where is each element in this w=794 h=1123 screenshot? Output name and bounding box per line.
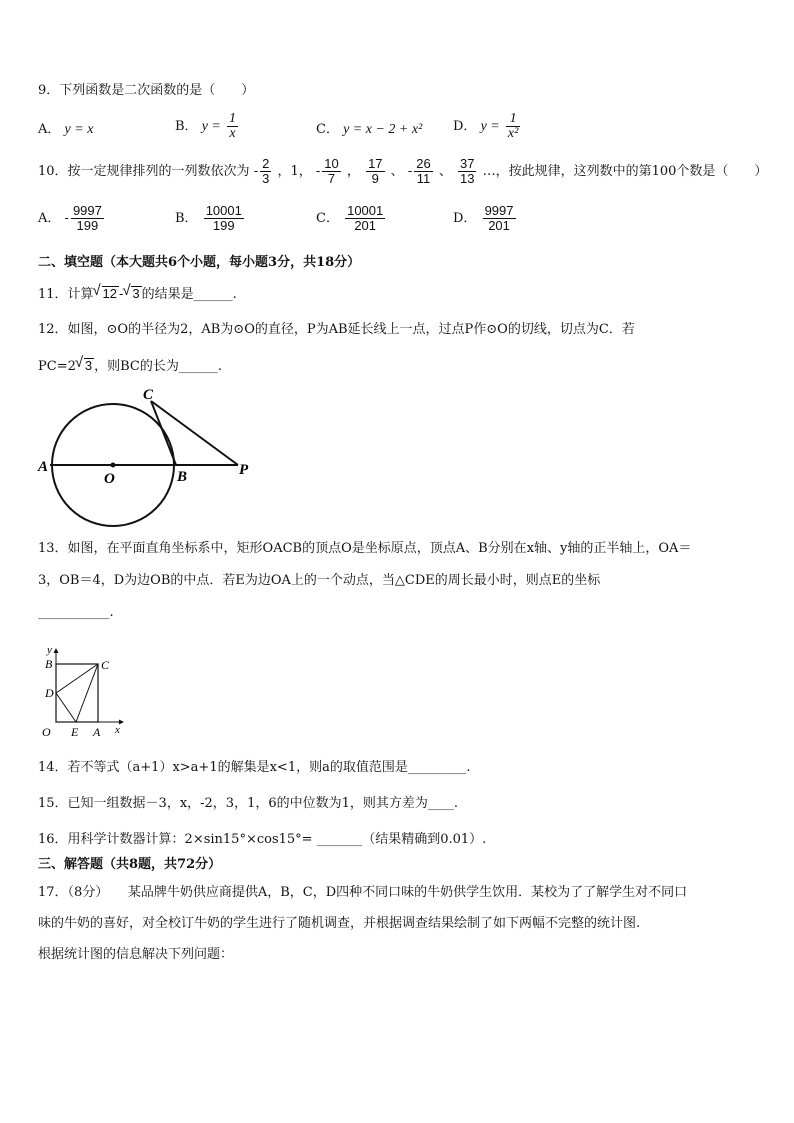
seq-sign: - bbox=[315, 164, 321, 179]
q10-option-a bbox=[38, 204, 106, 233]
q17-line-2: 味的牛奶的喜好，对全校订牛奶的学生进行了随机调查，并根据调查结果绘制了如下两幅不完整的统计图. bbox=[38, 916, 641, 931]
label-e: E bbox=[71, 725, 79, 739]
rectangle-oacb bbox=[56, 664, 98, 722]
q11-suffix: 的结果是______. bbox=[141, 287, 237, 302]
label-p: P bbox=[239, 462, 249, 478]
seq-separator: 、 bbox=[390, 164, 404, 179]
q9-option-c-label: C． bbox=[316, 122, 339, 137]
q12-suffix: ，则BC的长为______. bbox=[94, 359, 222, 374]
q10-stem-prefix: 10．按一定规律排列的一列数依次为 bbox=[38, 164, 250, 179]
q9-option-d-fraction bbox=[506, 112, 520, 141]
fraction-denominator: 11 bbox=[416, 171, 431, 186]
q12-circle-figure bbox=[30, 386, 260, 530]
label-c: C bbox=[143, 387, 154, 403]
q12-line-2 bbox=[38, 358, 222, 376]
fraction-denominator: x bbox=[229, 126, 236, 141]
fraction-numerator: 17 bbox=[368, 156, 383, 171]
q10-option-c-label: C． bbox=[316, 211, 339, 226]
q9-option-b bbox=[175, 112, 240, 141]
seq-sign: - bbox=[407, 164, 413, 179]
q13-line-2: 3，OB＝4，D为边OB的中点．若E为边OA上的一个动点，当△CDE的周长最小时，则点E的坐标 bbox=[38, 573, 601, 588]
seq-separator: ， bbox=[346, 164, 360, 179]
segment-ec bbox=[76, 664, 98, 722]
q10-option-d-label: D． bbox=[453, 211, 477, 226]
q13-line-3: ___________. bbox=[38, 605, 114, 620]
seq-fraction bbox=[260, 157, 271, 186]
q13-line-1: 13．如图，在平面直角坐标系中，矩形OACB的顶点O是坐标原点，顶点A、B分别在x轴、y轴的正半轴上，OA＝ bbox=[38, 541, 692, 556]
q14: 14．若不等式（a+1）x>a+1的解集是x<1，则a的取值范围是_________. bbox=[38, 760, 471, 775]
fraction-numerator: 10001 bbox=[205, 203, 242, 218]
fraction-denominator: 13 bbox=[460, 171, 475, 186]
q15: 15．已知一组数据－3，x，-2，3，1，6的中位数为1，则其方差为____. bbox=[38, 796, 459, 811]
q10-option-b bbox=[175, 204, 246, 233]
label-y: y bbox=[47, 644, 52, 656]
label-o: O bbox=[42, 725, 51, 739]
fraction-denominator: x² bbox=[507, 126, 519, 141]
section-3-heading: 三、解答题（共8题，共72分） bbox=[38, 857, 222, 872]
fraction-numerator: 9997 bbox=[484, 203, 514, 218]
label-x: x bbox=[115, 724, 120, 736]
seq-separator: ，1， bbox=[277, 164, 312, 179]
fraction-numerator: 1 bbox=[506, 112, 520, 127]
q9-option-a-label: A． bbox=[38, 122, 61, 137]
q10-sequence bbox=[253, 156, 483, 186]
fraction-numerator: 10 bbox=[324, 156, 339, 171]
q10-option-a-label: A． bbox=[38, 211, 61, 226]
q11-radical-2: √ 3 bbox=[131, 286, 141, 301]
seq-fraction bbox=[322, 157, 340, 186]
q9-option-b-label: B． bbox=[175, 119, 198, 134]
q9-stem: 9．下列函数是二次函数的是（ ） bbox=[38, 83, 255, 98]
label-b: B bbox=[177, 469, 188, 485]
fraction-denominator: 9 bbox=[371, 171, 379, 186]
label-d: D bbox=[45, 686, 54, 700]
center-point bbox=[111, 463, 116, 468]
q10-option-a-sign: - bbox=[64, 211, 69, 226]
q10-option-c bbox=[316, 204, 387, 233]
q13-coordinate-figure bbox=[40, 640, 140, 740]
seq-fraction bbox=[366, 157, 384, 186]
fraction-numerator: 1 bbox=[229, 111, 237, 126]
fraction-denominator: 201 bbox=[354, 218, 377, 233]
q10-option-d bbox=[453, 204, 518, 233]
q10-option-a-fraction bbox=[71, 204, 104, 233]
segment-de bbox=[56, 693, 76, 722]
q10-option-c-fraction bbox=[345, 204, 385, 233]
q9-option-b-lhs: y = bbox=[201, 119, 221, 134]
q17-line-1: 17．（8分） 某品牌牛奶供应商提供A，B，C，D四种不同口味的牛奶供学生饮用．某校为了了解学生对不同口 bbox=[38, 885, 688, 900]
q10-option-b-label: B． bbox=[175, 211, 198, 226]
q12-line-1: 12．如图，⊙O的半径为2，AB为⊙O的直径，P为AB延长线上一点，过点P作⊙O的切线，切点为C．若 bbox=[38, 322, 635, 337]
q11-prefix: 11．计算 bbox=[38, 287, 94, 302]
fraction-denominator: 3 bbox=[262, 171, 270, 186]
seq-sign: - bbox=[253, 164, 259, 179]
q9-option-a bbox=[38, 118, 93, 138]
q11 bbox=[38, 286, 237, 304]
q9-option-d bbox=[453, 112, 522, 141]
q10-option-b-fraction bbox=[204, 204, 244, 233]
q9-option-c bbox=[316, 118, 422, 138]
label-o: O bbox=[104, 471, 115, 487]
fraction-numerator: 37 bbox=[460, 156, 475, 171]
fraction-denominator: 199 bbox=[212, 218, 235, 233]
section-2-heading: 二、填空题（本大题共6个小题，每小题3分，共18分） bbox=[38, 255, 361, 270]
label-a: A bbox=[93, 725, 101, 739]
fraction-denominator: 199 bbox=[76, 218, 99, 233]
seq-separator: 、 bbox=[438, 164, 452, 179]
q9-option-c-expr: y = x − 2 + x² bbox=[343, 122, 423, 137]
q10-stem bbox=[38, 156, 767, 188]
y-axis-arrow bbox=[54, 648, 59, 653]
fraction-numerator: 26 bbox=[416, 156, 431, 171]
fraction-denominator: 201 bbox=[488, 218, 510, 233]
label-b: B bbox=[45, 657, 53, 671]
fraction-denominator: 7 bbox=[327, 171, 336, 186]
q12-pc-value: PC=2 bbox=[38, 359, 76, 374]
q11-minus: - bbox=[119, 287, 124, 302]
segment-dc bbox=[56, 664, 98, 693]
q9-option-d-label: D． bbox=[453, 119, 477, 134]
q17-line-3: 根据统计图的信息解决下列问题： bbox=[38, 947, 234, 962]
fraction-numerator: 2 bbox=[262, 156, 270, 171]
q9-option-a-expr: y = x bbox=[64, 122, 94, 137]
q10-option-d-fraction bbox=[483, 204, 516, 233]
q11-radical-1: √ 12 bbox=[102, 286, 119, 301]
q9-option-d-lhs: y = bbox=[480, 119, 500, 134]
label-c: C bbox=[101, 658, 110, 672]
q16: 16．用科学计数器计算：2×sin15°×cos15°= _______（结果精确到0.01）. bbox=[38, 832, 487, 847]
seq-fraction bbox=[458, 157, 476, 186]
q9-option-b-fraction bbox=[227, 112, 238, 141]
q12-radical: √ 3 bbox=[84, 358, 94, 373]
seq-fraction bbox=[414, 157, 432, 186]
fraction-numerator: 9997 bbox=[72, 203, 102, 218]
q10-stem-suffix: …，按此规律，这列数中的第100个数是（ ） bbox=[482, 164, 768, 179]
label-a: A bbox=[38, 459, 49, 475]
fraction-numerator: 10001 bbox=[347, 203, 384, 218]
